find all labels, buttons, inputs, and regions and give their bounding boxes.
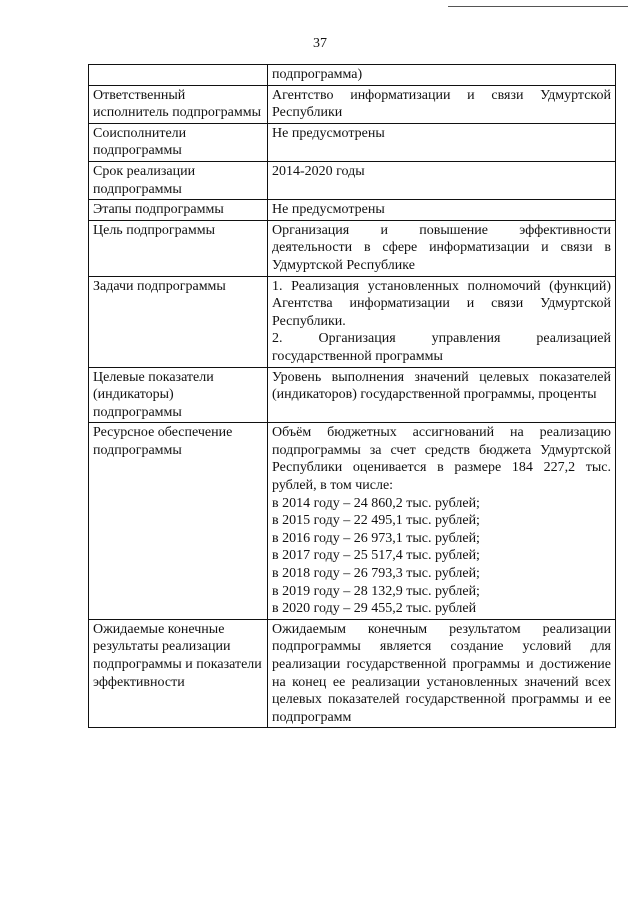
row-value	[268, 276, 616, 367]
subprogram-passport-table	[88, 64, 616, 728]
value-line: Уровень выполнения значений целевых показателей (индикаторов) государственной программы, проценты	[272, 369, 611, 403]
table-row	[89, 619, 616, 728]
value-line: в 2017 году – 25 517,4 тыс. рублей;	[272, 548, 480, 564]
value-line: в 2018 году – 26 793,3 тыс. рублей;	[272, 566, 480, 582]
top-rule	[448, 6, 628, 7]
row-label: Ответственный исполнитель подпрограммы	[89, 85, 268, 123]
page-number: 37	[313, 36, 327, 51]
value-line: 1. Реализация установленных полномочий (функций) Агентства информатизации и связи Удмуртской Республики.	[272, 278, 611, 329]
table-row	[89, 123, 616, 161]
value-line: Ожидаемым конечным результатом реализации подпрограммы является создание условий для реализации государственной программы и достижение на конец ее реализации установленных значений всех целевых показателей государственной программы и ее подпрограмм	[272, 621, 611, 725]
row-value	[268, 161, 616, 199]
row-value	[268, 367, 616, 423]
row-value	[268, 65, 616, 86]
table-row	[89, 85, 616, 123]
value-line: Организация и повышение эффективности деятельности в сфере информатизации и связи в Удмуртской Республике	[272, 222, 611, 273]
row-label: Этапы подпрограммы	[89, 200, 268, 221]
value-line: подпрограмма)	[272, 67, 363, 82]
value-line: в 2019 году – 28 132,9 тыс. рублей;	[272, 583, 480, 599]
row-value	[268, 200, 616, 221]
row-label: Цель подпрограммы	[89, 220, 268, 276]
table-row	[89, 367, 616, 423]
value-line: в 2016 году – 26 973,1 тыс. рублей;	[272, 530, 480, 546]
table-row	[89, 65, 616, 86]
row-value	[268, 619, 616, 728]
table-row	[89, 200, 616, 221]
row-label	[89, 65, 268, 86]
value-line: Агентство информатизации и связи Удмуртской Республики	[272, 87, 611, 121]
table-row	[89, 423, 616, 620]
table-row	[89, 276, 616, 367]
value-line: Не предусмотрены	[272, 202, 385, 218]
value-line: в 2020 году – 29 455,2 тыс. рублей	[272, 601, 477, 617]
row-label: Задачи подпрограммы	[89, 276, 268, 367]
row-label: Срок реализации подпрограммы	[89, 161, 268, 199]
value-line: 2. Организация управления реализацией государственной программы	[272, 331, 611, 364]
row-value	[268, 423, 616, 620]
value-line: 2014-2020 годы	[272, 163, 365, 179]
value-line: в 2014 году – 24 860,2 тыс. рублей;	[272, 495, 480, 511]
table-row	[89, 161, 616, 199]
value-line: Объём бюджетных ассигнований на реализацию подпрограммы за счет средств бюджета Удмуртской Республики оценивается в размере 184 227,2 тыс. рублей, в том числе:	[272, 425, 611, 494]
row-label: Целевые показатели (индикаторы) подпрограммы	[89, 367, 268, 423]
row-label: Соисполнители подпрограммы	[89, 123, 268, 161]
value-line: в 2015 году – 22 495,1 тыс. рублей;	[272, 513, 480, 529]
row-value	[268, 123, 616, 161]
value-line: Не предусмотрены	[272, 125, 385, 141]
row-label: Ожидаемые конечные результаты реализации подпрограммы и показатели эффективности	[89, 619, 268, 728]
table-row	[89, 220, 616, 276]
row-value	[268, 220, 616, 276]
row-value	[268, 85, 616, 123]
row-label: Ресурсное обеспечение подпрограммы	[89, 423, 268, 620]
